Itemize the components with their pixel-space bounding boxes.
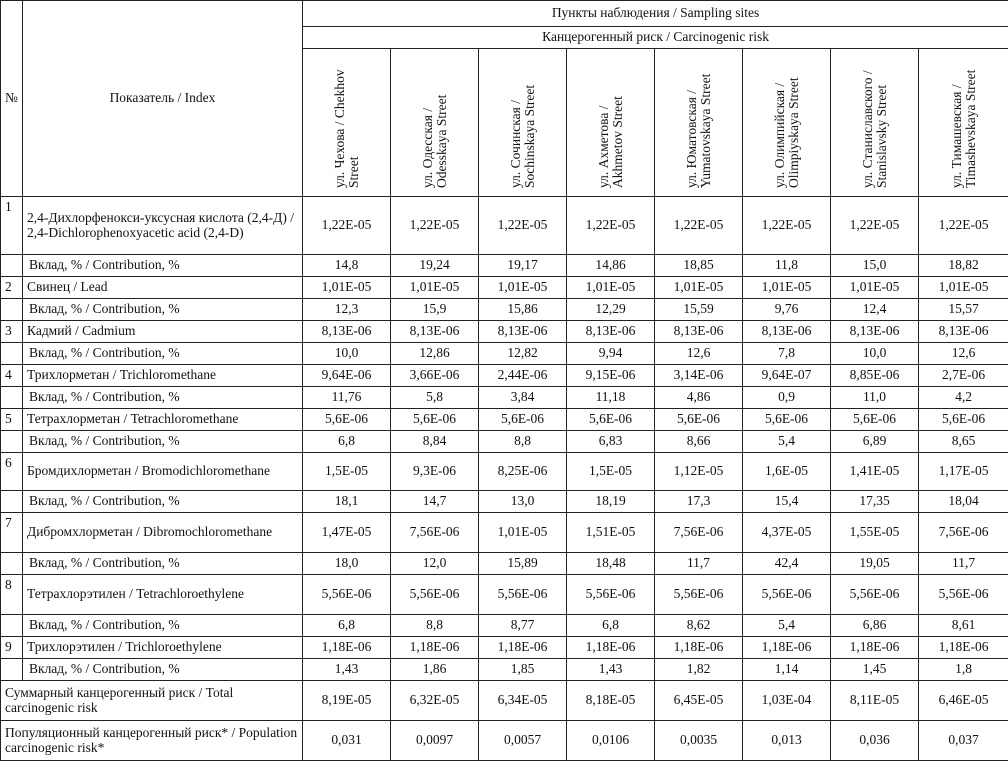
street-header bbox=[743, 49, 831, 197]
population-risk-value: 0,0035 bbox=[655, 721, 743, 761]
street-header bbox=[919, 49, 1008, 197]
contribution-label: Вклад, % / Contribution, % bbox=[23, 343, 303, 365]
contribution-row bbox=[1, 343, 1008, 365]
risk-value: 1,22E-05 bbox=[919, 197, 1008, 255]
risk-value: 1,01E-05 bbox=[655, 277, 743, 299]
contribution-value: 15,9 bbox=[391, 299, 479, 321]
risk-value: 7,56E-06 bbox=[655, 513, 743, 553]
row-number: 9 bbox=[1, 637, 23, 659]
contribution-value: 19,05 bbox=[831, 553, 919, 575]
total-risk-value: 1,03E-04 bbox=[743, 681, 831, 721]
contribution-value: 8,61 bbox=[919, 615, 1008, 637]
risk-value: 5,6E-06 bbox=[567, 409, 655, 431]
contribution-row bbox=[1, 255, 1008, 277]
contribution-value: 13,0 bbox=[479, 491, 567, 513]
risk-value: 1,6E-05 bbox=[743, 453, 831, 491]
contribution-value: 1,14 bbox=[743, 659, 831, 681]
contribution-row bbox=[1, 299, 1008, 321]
substance-name: Дибромхлорметан / Dibromochloromethane bbox=[23, 513, 303, 553]
contribution-value: 3,84 bbox=[479, 387, 567, 409]
risk-value: 1,18E-06 bbox=[743, 637, 831, 659]
street-header bbox=[303, 49, 391, 197]
street-label: ул. Ахметова / Akhmetov Street bbox=[595, 96, 625, 189]
row-number: 6 bbox=[1, 453, 23, 491]
risk-value: 1,18E-06 bbox=[567, 637, 655, 659]
contribution-label: Вклад, % / Contribution, % bbox=[23, 491, 303, 513]
street-label: ул. Станиславского / Stanislavsky Street bbox=[859, 70, 889, 189]
contribution-value: 1,43 bbox=[303, 659, 391, 681]
risk-value: 9,3E-06 bbox=[391, 453, 479, 491]
contribution-value: 14,8 bbox=[303, 255, 391, 277]
contribution-value: 0,9 bbox=[743, 387, 831, 409]
contribution-value: 12,4 bbox=[831, 299, 919, 321]
substance-row bbox=[1, 197, 1008, 255]
contribution-value: 6,8 bbox=[303, 615, 391, 637]
contribution-value: 11,7 bbox=[655, 553, 743, 575]
contribution-value: 5,4 bbox=[743, 431, 831, 453]
contribution-value: 10,0 bbox=[831, 343, 919, 365]
contribution-value: 17,3 bbox=[655, 491, 743, 513]
total-risk-value: 8,11E-05 bbox=[831, 681, 919, 721]
risk-value: 4,37E-05 bbox=[743, 513, 831, 553]
risk-value: 5,56E-06 bbox=[655, 575, 743, 615]
substance-row bbox=[1, 365, 1008, 387]
substance-row bbox=[1, 513, 1008, 553]
risk-value: 8,13E-06 bbox=[391, 321, 479, 343]
contribution-value: 14,7 bbox=[391, 491, 479, 513]
contribution-label: Вклад, % / Contribution, % bbox=[23, 299, 303, 321]
substance-row bbox=[1, 637, 1008, 659]
risk-value: 1,22E-05 bbox=[831, 197, 919, 255]
substance-row bbox=[1, 575, 1008, 615]
header-no: № bbox=[1, 1, 23, 197]
substance-row bbox=[1, 409, 1008, 431]
total-risk-value: 8,19E-05 bbox=[303, 681, 391, 721]
risk-value: 1,01E-05 bbox=[479, 513, 567, 553]
risk-value: 5,56E-06 bbox=[743, 575, 831, 615]
contribution-value: 17,35 bbox=[831, 491, 919, 513]
contribution-value: 8,8 bbox=[391, 615, 479, 637]
street-header bbox=[391, 49, 479, 197]
risk-value: 5,56E-06 bbox=[479, 575, 567, 615]
row-number: 5 bbox=[1, 409, 23, 431]
risk-value: 1,01E-05 bbox=[391, 277, 479, 299]
contribution-value: 12,82 bbox=[479, 343, 567, 365]
contribution-value: 12,6 bbox=[655, 343, 743, 365]
risk-value: 1,18E-06 bbox=[919, 637, 1008, 659]
row-number: 3 bbox=[1, 321, 23, 343]
risk-value: 1,18E-06 bbox=[391, 637, 479, 659]
substance-name: Тетрахлорметан / Tetrachloromethane bbox=[23, 409, 303, 431]
risk-value: 9,64E-06 bbox=[303, 365, 391, 387]
risk-value: 5,56E-06 bbox=[567, 575, 655, 615]
risk-value: 1,51E-05 bbox=[567, 513, 655, 553]
contribution-label: Вклад, % / Contribution, % bbox=[23, 431, 303, 453]
contribution-value: 12,86 bbox=[391, 343, 479, 365]
risk-value: 1,01E-05 bbox=[303, 277, 391, 299]
contribution-value: 15,59 bbox=[655, 299, 743, 321]
contribution-value: 18,48 bbox=[567, 553, 655, 575]
contribution-value: 8,8 bbox=[479, 431, 567, 453]
risk-value: 7,56E-06 bbox=[919, 513, 1008, 553]
risk-value: 1,41E-05 bbox=[831, 453, 919, 491]
risk-value: 3,66E-06 bbox=[391, 365, 479, 387]
substance-name: Кадмий / Cadmium bbox=[23, 321, 303, 343]
risk-value: 1,18E-06 bbox=[831, 637, 919, 659]
header-carcinogenic-risk: Канцерогенный риск / Carcinogenic risk bbox=[303, 27, 1008, 49]
risk-value: 5,6E-06 bbox=[831, 409, 919, 431]
substance-name: Трихлорметан / Trichloromethane bbox=[23, 365, 303, 387]
risk-value: 8,25E-06 bbox=[479, 453, 567, 491]
risk-value: 8,13E-06 bbox=[655, 321, 743, 343]
risk-value: 1,22E-05 bbox=[743, 197, 831, 255]
street-header bbox=[479, 49, 567, 197]
population-risk-value: 0,0057 bbox=[479, 721, 567, 761]
street-label: ул. Олимпийская / Olimpiyskaya Street bbox=[771, 77, 801, 189]
contribution-label: Вклад, % / Contribution, % bbox=[23, 553, 303, 575]
contribution-value: 11,7 bbox=[919, 553, 1008, 575]
total-risk-value: 6,46E-05 bbox=[919, 681, 1008, 721]
contribution-value: 1,82 bbox=[655, 659, 743, 681]
contribution-value: 5,4 bbox=[743, 615, 831, 637]
risk-value: 9,15E-06 bbox=[567, 365, 655, 387]
risk-value: 1,47E-05 bbox=[303, 513, 391, 553]
contribution-value: 19,24 bbox=[391, 255, 479, 277]
contribution-value: 1,8 bbox=[919, 659, 1008, 681]
risk-value: 1,01E-05 bbox=[567, 277, 655, 299]
contribution-value: 18,82 bbox=[919, 255, 1008, 277]
risk-value: 5,56E-06 bbox=[919, 575, 1008, 615]
contribution-value: 11,76 bbox=[303, 387, 391, 409]
substance-name: Трихлорэтилен / Trichloroethylene bbox=[23, 637, 303, 659]
row-number-empty bbox=[1, 387, 23, 409]
risk-value: 5,6E-06 bbox=[303, 409, 391, 431]
row-number-empty bbox=[1, 343, 23, 365]
risk-value: 8,13E-06 bbox=[567, 321, 655, 343]
contribution-value: 14,86 bbox=[567, 255, 655, 277]
risk-value: 5,6E-06 bbox=[919, 409, 1008, 431]
contribution-value: 15,86 bbox=[479, 299, 567, 321]
population-risk-value: 0,0097 bbox=[391, 721, 479, 761]
contribution-value: 18,1 bbox=[303, 491, 391, 513]
risk-value: 1,01E-05 bbox=[743, 277, 831, 299]
street-header bbox=[567, 49, 655, 197]
row-number: 7 bbox=[1, 513, 23, 553]
risk-value: 5,56E-06 bbox=[303, 575, 391, 615]
street-header bbox=[831, 49, 919, 197]
contribution-row bbox=[1, 553, 1008, 575]
risk-value: 1,18E-06 bbox=[303, 637, 391, 659]
risk-value: 1,01E-05 bbox=[479, 277, 567, 299]
risk-value: 5,56E-06 bbox=[831, 575, 919, 615]
contribution-row bbox=[1, 387, 1008, 409]
contribution-value: 9,76 bbox=[743, 299, 831, 321]
contribution-value: 5,8 bbox=[391, 387, 479, 409]
contribution-value: 11,8 bbox=[743, 255, 831, 277]
contribution-row bbox=[1, 615, 1008, 637]
total-risk-value: 6,45E-05 bbox=[655, 681, 743, 721]
risk-value: 1,22E-05 bbox=[567, 197, 655, 255]
row-number-empty bbox=[1, 491, 23, 513]
contribution-value: 9,94 bbox=[567, 343, 655, 365]
risk-value: 1,55E-05 bbox=[831, 513, 919, 553]
contribution-value: 15,57 bbox=[919, 299, 1008, 321]
risk-value: 1,01E-05 bbox=[919, 277, 1008, 299]
row-number: 4 bbox=[1, 365, 23, 387]
risk-value: 1,22E-05 bbox=[391, 197, 479, 255]
risk-value: 8,13E-06 bbox=[743, 321, 831, 343]
contribution-value: 4,2 bbox=[919, 387, 1008, 409]
contribution-value: 8,84 bbox=[391, 431, 479, 453]
contribution-label: Вклад, % / Contribution, % bbox=[23, 615, 303, 637]
substance-row bbox=[1, 277, 1008, 299]
contribution-value: 1,86 bbox=[391, 659, 479, 681]
row-number: 2 bbox=[1, 277, 23, 299]
contribution-value: 15,0 bbox=[831, 255, 919, 277]
header-sampling-sites: Пункты наблюдения / Sampling sites bbox=[303, 1, 1008, 27]
contribution-value: 8,77 bbox=[479, 615, 567, 637]
total-risk-label: Суммарный канцерогенный риск / Total carcinogenic risk bbox=[1, 681, 303, 721]
contribution-value: 1,45 bbox=[831, 659, 919, 681]
risk-value: 5,6E-06 bbox=[479, 409, 567, 431]
contribution-value: 12,3 bbox=[303, 299, 391, 321]
risk-value: 1,12E-05 bbox=[655, 453, 743, 491]
risk-value: 3,14E-06 bbox=[655, 365, 743, 387]
risk-value: 1,22E-05 bbox=[303, 197, 391, 255]
street-header bbox=[655, 49, 743, 197]
contribution-value: 12,29 bbox=[567, 299, 655, 321]
contribution-value: 1,85 bbox=[479, 659, 567, 681]
risk-value: 8,13E-06 bbox=[919, 321, 1008, 343]
population-risk-value: 0,0106 bbox=[567, 721, 655, 761]
street-label: ул. Сочинская / Sochinskaya Street bbox=[507, 85, 537, 189]
population-risk-value: 0,031 bbox=[303, 721, 391, 761]
contribution-label: Вклад, % / Contribution, % bbox=[23, 255, 303, 277]
risk-value: 2,44E-06 bbox=[479, 365, 567, 387]
risk-value: 5,56E-06 bbox=[391, 575, 479, 615]
contribution-label: Вклад, % / Contribution, % bbox=[23, 387, 303, 409]
contribution-value: 11,0 bbox=[831, 387, 919, 409]
substance-row bbox=[1, 321, 1008, 343]
risk-value: 1,18E-06 bbox=[655, 637, 743, 659]
total-risk-value: 6,34E-05 bbox=[479, 681, 567, 721]
contribution-value: 11,18 bbox=[567, 387, 655, 409]
contribution-value: 12,0 bbox=[391, 553, 479, 575]
contribution-value: 6,83 bbox=[567, 431, 655, 453]
contribution-row bbox=[1, 491, 1008, 513]
row-number: 1 bbox=[1, 197, 23, 255]
risk-value: 5,6E-06 bbox=[743, 409, 831, 431]
population-risk-label: Популяционный канцерогенный риск* / Population carcinogenic risk* bbox=[1, 721, 303, 761]
contribution-value: 18,85 bbox=[655, 255, 743, 277]
population-risk-value: 0,037 bbox=[919, 721, 1008, 761]
contribution-row bbox=[1, 431, 1008, 453]
risk-value: 1,22E-05 bbox=[655, 197, 743, 255]
risk-value: 8,13E-06 bbox=[303, 321, 391, 343]
contribution-label: Вклад, % / Contribution, % bbox=[23, 659, 303, 681]
contribution-row bbox=[1, 659, 1008, 681]
contribution-value: 6,89 bbox=[831, 431, 919, 453]
substance-row bbox=[1, 453, 1008, 491]
contribution-value: 18,19 bbox=[567, 491, 655, 513]
contribution-value: 4,86 bbox=[655, 387, 743, 409]
row-number-empty bbox=[1, 255, 23, 277]
contribution-value: 18,0 bbox=[303, 553, 391, 575]
contribution-value: 8,66 bbox=[655, 431, 743, 453]
contribution-value: 8,65 bbox=[919, 431, 1008, 453]
population-risk-value: 0,013 bbox=[743, 721, 831, 761]
street-label: ул. Чехова / Chekhov Street bbox=[331, 69, 361, 189]
contribution-value: 15,89 bbox=[479, 553, 567, 575]
risk-value: 1,01E-05 bbox=[831, 277, 919, 299]
row-number-empty bbox=[1, 553, 23, 575]
row-number-empty bbox=[1, 299, 23, 321]
contribution-value: 7,8 bbox=[743, 343, 831, 365]
contribution-value: 1,43 bbox=[567, 659, 655, 681]
contribution-value: 19,17 bbox=[479, 255, 567, 277]
risk-value: 8,13E-06 bbox=[479, 321, 567, 343]
risk-value: 7,56E-06 bbox=[391, 513, 479, 553]
risk-value: 5,6E-06 bbox=[391, 409, 479, 431]
total-risk-value: 8,18E-05 bbox=[567, 681, 655, 721]
street-label: ул. Одесская / Odesskaya Street bbox=[419, 95, 449, 189]
substance-name: Свинец / Lead bbox=[23, 277, 303, 299]
contribution-value: 6,8 bbox=[303, 431, 391, 453]
street-label: ул. Тимашевская / Timashevskaya Street bbox=[948, 70, 978, 189]
header-index: Показатель / Index bbox=[23, 1, 303, 197]
substance-name: 2,4-Дихлорфенокси-уксусная кислота (2,4-Д) / 2,4-Dichlorophenoxyacetic acid (2,4-D) bbox=[23, 197, 303, 255]
contribution-value: 6,8 bbox=[567, 615, 655, 637]
row-number: 8 bbox=[1, 575, 23, 615]
risk-value: 8,13E-06 bbox=[831, 321, 919, 343]
risk-value: 1,22E-05 bbox=[479, 197, 567, 255]
risk-value: 1,5E-05 bbox=[567, 453, 655, 491]
total-risk-row bbox=[1, 681, 1008, 721]
population-risk-value: 0,036 bbox=[831, 721, 919, 761]
risk-value: 5,6E-06 bbox=[655, 409, 743, 431]
street-label: ул. Юматовская / Yumatovskaya Street bbox=[683, 74, 713, 189]
contribution-value: 12,6 bbox=[919, 343, 1008, 365]
contribution-value: 10,0 bbox=[303, 343, 391, 365]
risk-value: 1,17E-05 bbox=[919, 453, 1008, 491]
row-number-empty bbox=[1, 615, 23, 637]
row-number-empty bbox=[1, 431, 23, 453]
risk-value: 8,85E-06 bbox=[831, 365, 919, 387]
total-risk-value: 6,32E-05 bbox=[391, 681, 479, 721]
substance-name: Бромдихлорметан / Bromodichloromethane bbox=[23, 453, 303, 491]
substance-name: Тетрахлорэтилен / Tetrachloroethylene bbox=[23, 575, 303, 615]
risk-value: 2,7E-06 bbox=[919, 365, 1008, 387]
contribution-value: 8,62 bbox=[655, 615, 743, 637]
contribution-value: 6,86 bbox=[831, 615, 919, 637]
population-risk-row bbox=[1, 721, 1008, 761]
risk-value: 1,18E-06 bbox=[479, 637, 567, 659]
contribution-value: 18,04 bbox=[919, 491, 1008, 513]
row-number-empty bbox=[1, 659, 23, 681]
contribution-value: 15,4 bbox=[743, 491, 831, 513]
risk-value: 9,64E-07 bbox=[743, 365, 831, 387]
contribution-value: 42,4 bbox=[743, 553, 831, 575]
risk-value: 1,5E-05 bbox=[303, 453, 391, 491]
